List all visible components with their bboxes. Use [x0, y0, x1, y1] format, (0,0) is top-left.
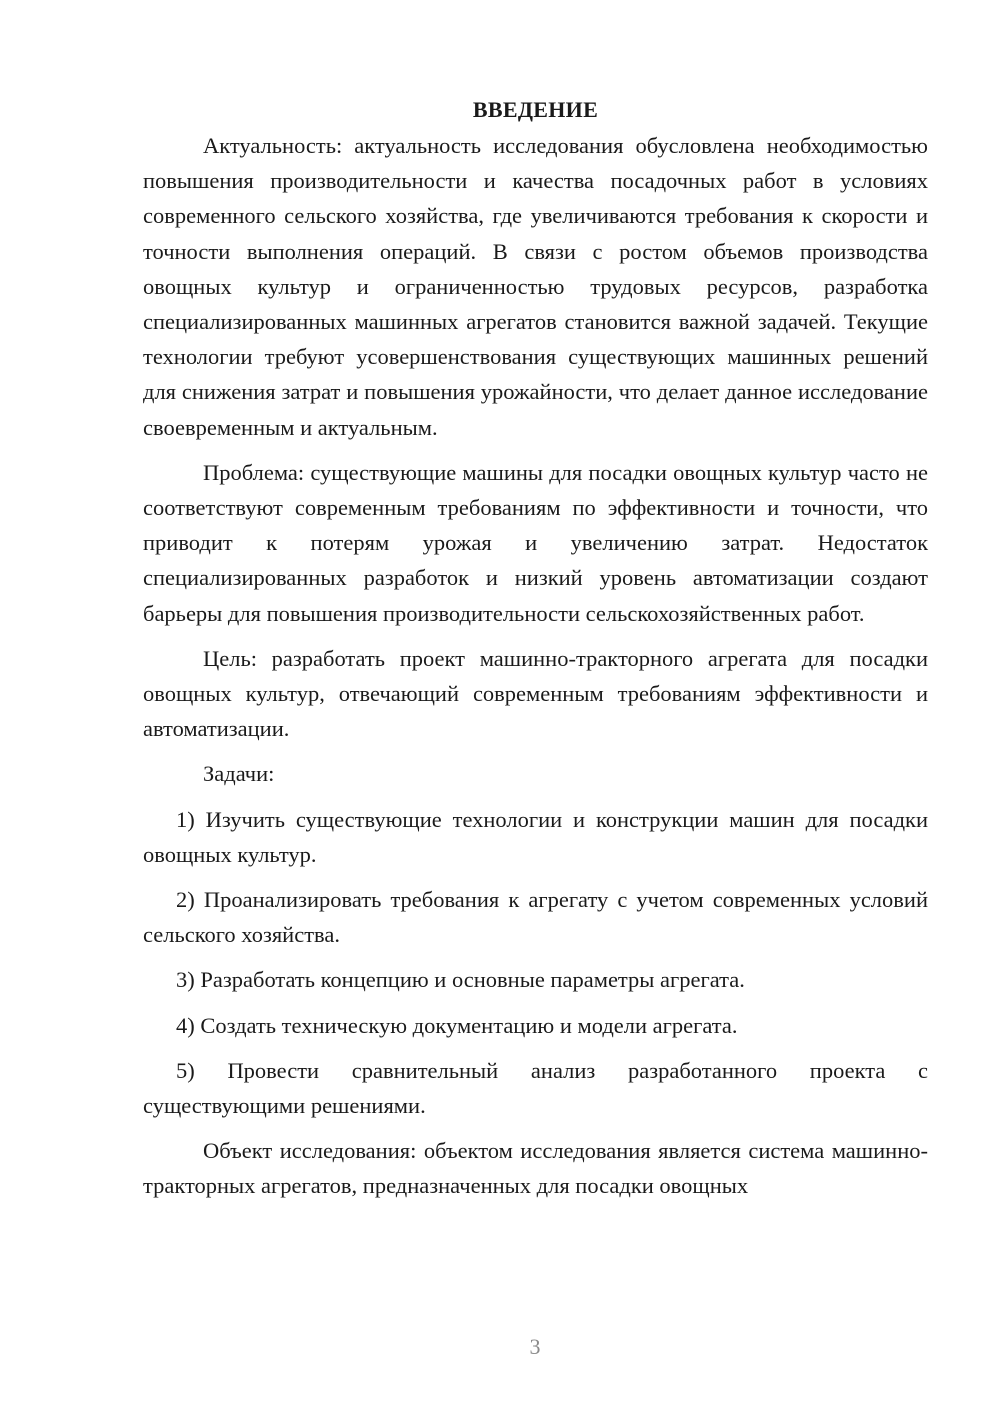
section-title: ВВЕДЕНИЕ: [472, 97, 599, 122]
task-item-1: 1) Изучить существующие технологии и конструкции машин для посадки овощных культур.: [143, 806, 928, 867]
task-item-5: 5) Провести сравнительный анализ разработанного проекта с существующими решениями.: [143, 1057, 928, 1119]
page-number: 3: [529, 1334, 541, 1359]
task-item-2: 2) Проанализировать требования к агрегату с учетом современных условий сельского хозяйства.: [143, 887, 928, 948]
task-item-4: 4) Создать техническую документацию и модели агрегата.: [176, 1012, 738, 1038]
tasks-heading: Задачи:: [203, 761, 275, 787]
paragraph-object: Объект исследования: объектом исследования является система машинно-тракторных агрегатов, предназначенных для посадки овощных: [143, 1138, 928, 1199]
paragraph-problem: Проблема: существующие машины для посадки овощных культур часто не соответствуют современным требованиям по эффективности и точности, что приводит к потерям урожая и увеличению затрат. Недостаток специализированных разработок и низкий уровень автоматизации создают барьеры для повышения производительности сельскохозяйственных работ.: [143, 459, 928, 626]
paragraph-relevance: Актуальность: актуальность исследования обусловлена необходимостью повышения производительности и качества посадочных работ в условиях современного сельского хозяйства, где увеличиваются требования к скорости и точности выполнения операций. В связи с ростом объемов производства овощных культур и ограниченностью трудовых ресурсов, разработка специализированных машинных агрегатов становится важной задачей. Текущие технологии требуют усовершенствования существующих машинных решений для снижения затрат и повышения урожайности, что делает данное исследование своевременным и актуальным.: [143, 133, 928, 440]
document-page: [143, 94, 928, 1204]
paragraph-goal: Цель: разработать проект машинно-тракторного агрегата для посадки овощных культур, отвечающий современным требованиям эффективности и автоматизации.: [143, 645, 928, 742]
task-item-3: 3) Разработать концепцию и основные параметры агрегата.: [176, 967, 745, 993]
